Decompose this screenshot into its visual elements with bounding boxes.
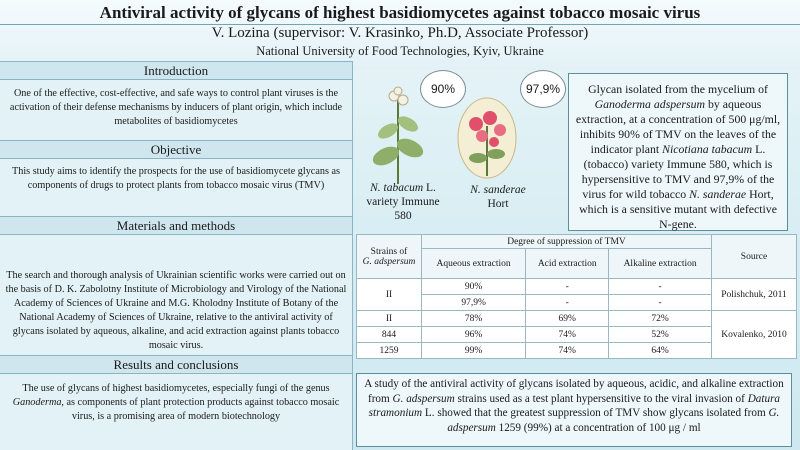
caption-sanderae: N. sanderae Hort [470, 184, 526, 210]
results-text: The use of glycans of highest basidiomycetes, especially fungi of the genus Ganoderma, as components of plant protection products against tobacco mosaic virus, is a promising area of modern biotechnology [12, 383, 340, 422]
table-row: II 90% - - Polishchuk, 2011 [357, 279, 797, 295]
tobacco-plant-illustration [368, 86, 428, 186]
methods-text: The search and thorough analysis of Ukrainian scientific works were carried out on the basis of D. K. Zabolotny Institute of Microbiology and Virology of the National Academy of Sciences of Ukraine and M.G. Kholodny Institute of Botany of the National Academy of Sciences of Ukraine, relative to the antiviral activity of glycans isolated by aqueous, alkaline, and acid extraction against plants tobacco mosaic virus. [5, 270, 347, 351]
poster-title: Antiviral activity of glycans of highest basidiomycetes against tobacco mosaic virus [99, 3, 701, 22]
source-header: Source [712, 235, 797, 279]
table-row: 844 96% 74% 52% [357, 327, 797, 343]
percent-bubble-tabacum: 90% [420, 70, 466, 108]
methods-heading: Materials and methods [0, 216, 352, 235]
suppression-table [356, 234, 797, 359]
objective-heading: Objective [0, 140, 352, 159]
conclusion-box: A study of the antiviral activity of glycans isolated by aqueous, acidic, and alkaline extraction from G. adspersum strains used as a test plant hypersensitive to the viral invasion of Datura stramonium L. showed that the greatest suppression of TMV show glycans isolated from G. adspersum 1259 (99%) at a concentration of 100 μg / ml [356, 373, 792, 447]
glycan-info-box: Glycan isolated from the mycelium of Ganoderma adspersum by aqueous extraction, at a concentration of 500 μg/ml, inhibits 90% of TMV on the leaves of the indicator plant Nicotiana tabacum L. (tobacco) variety Immune 580, which is hypersensitive to TMV and 97,9% of the virus for wild tobacco N. sanderae Hort, which is a sensitive mutant with defective N-gene. [568, 73, 788, 231]
sanderae-plant-illustration [456, 96, 518, 180]
table-row: II 78% 69% 72% Kovalenko, 2010 [357, 311, 797, 327]
aqueous-header: Aqueous extraction [422, 249, 526, 279]
introduction-text: One of the effective, cost-effective, and safe ways to control plant viruses is the activation of their defense mechanisms by inducers of plant origin, which include metabolites of basidiomycetes [9, 88, 343, 127]
caption-tabacum: N. tabacum L. variety Immune 580 [366, 182, 440, 222]
poster-header [0, 0, 800, 70]
source-cell: Kovalenko, 2010 [712, 311, 797, 359]
degree-header: Degree of suppression of TMV [422, 235, 712, 249]
percent-bubble-sanderae: 97,9% [520, 70, 566, 108]
authors: V. Lozina (supervisor: V. Krasinko, Ph.D, Associate Professor) [211, 25, 589, 41]
left-column [0, 61, 353, 450]
source-cell: Polishchuk, 2011 [712, 279, 797, 311]
strain-header: Strains of G. adspersum [357, 235, 422, 279]
objective-text: This study aims to identify the prospects for the use of basidiomycete glycans as components of drugs to protect plants from tobacco mosaic virus (TMV) [12, 166, 340, 191]
table-row: 97,9% - - [357, 295, 797, 311]
alkaline-header: Alkaline extraction [609, 249, 712, 279]
title-rule [0, 24, 800, 25]
table-row: 1259 99% 74% 64% [357, 343, 797, 359]
acid-header: Acid extraction [526, 249, 609, 279]
results-heading: Results and conclusions [0, 355, 352, 374]
affiliation: National University of Food Technologies, Kyiv, Ukraine [256, 44, 544, 58]
introduction-heading: Introduction [0, 61, 352, 80]
